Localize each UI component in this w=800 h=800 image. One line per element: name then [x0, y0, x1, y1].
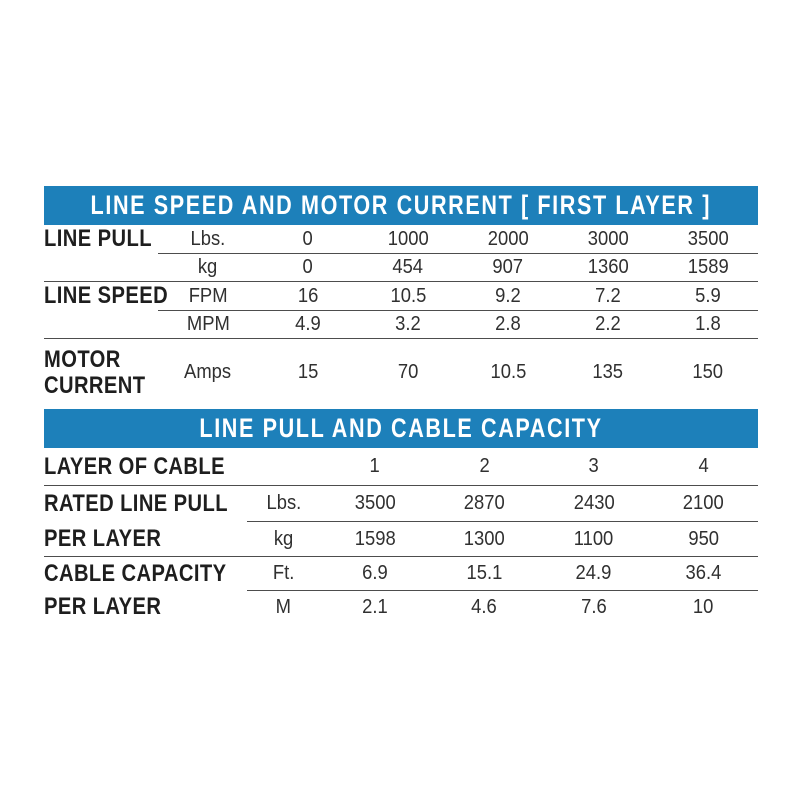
value-cell: 4.6: [430, 590, 540, 623]
row-label-per-layer: PER LAYER: [44, 592, 162, 620]
value-cell: 10: [649, 590, 759, 623]
value-cell: 70: [397, 361, 419, 383]
value-cell: 3500: [687, 227, 729, 250]
table1-group-line-pull: [44, 225, 758, 281]
row-label-cable-capacity: CABLE CAPACITY: [44, 559, 227, 587]
value-cell: 0: [258, 253, 358, 281]
table1-group-motor-current: [44, 339, 758, 406]
value-cell: 454: [358, 253, 458, 281]
value-cell: 1589: [658, 253, 758, 281]
value-cell: 36.4: [685, 562, 722, 584]
value-cell: 1.8: [658, 310, 758, 338]
value-cell: 135: [592, 361, 624, 383]
value-cell: 3: [588, 455, 599, 477]
value-cell: 150: [692, 361, 724, 383]
value-cell: 2870: [463, 492, 505, 514]
row-label-line-speed: LINE SPEED: [44, 282, 169, 310]
value-cell: 2430: [573, 492, 615, 514]
value-cell: 15.1: [466, 562, 503, 584]
table1-title: LINE SPEED AND MOTOR CURRENT [ FIRST LAYER ]: [90, 190, 712, 220]
value-cell: 7.6: [539, 590, 649, 623]
value-cell: 2.8: [458, 310, 558, 338]
table2-header-bar: [44, 409, 758, 448]
value-cell: 3.2: [358, 310, 458, 338]
unit-cell: FPM: [188, 284, 228, 307]
value-cell: 1000: [387, 227, 429, 250]
value-cell: 1300: [430, 521, 540, 556]
unit-cell: kg: [247, 521, 320, 556]
value-cell: 16: [297, 284, 319, 307]
unit-cell: [247, 448, 320, 485]
value-cell: 4: [698, 455, 709, 477]
unit-cell: Amps: [184, 361, 232, 383]
unit-cell: kg: [158, 253, 258, 281]
row-label-line-pull: LINE PULL: [44, 225, 152, 253]
table2-title: LINE PULL AND CABLE CAPACITY: [199, 413, 603, 443]
value-cell: 10.5: [490, 361, 526, 383]
table1-header-bar: [44, 186, 758, 225]
value-cell: 6.9: [361, 562, 388, 584]
value-cell: 1: [369, 455, 380, 477]
value-cell: 0: [302, 227, 314, 250]
unit-cell: Lbs.: [266, 492, 301, 514]
table1-group-line-speed: [44, 282, 758, 338]
value-cell: 3000: [587, 227, 629, 250]
unit-cell: Lbs.: [190, 227, 226, 250]
label-spacer: [44, 310, 158, 338]
value-cell: 7.2: [595, 284, 621, 307]
value-cell: 3500: [354, 492, 396, 514]
table2-group-cable-capacity: [44, 557, 758, 623]
value-cell: 24.9: [575, 562, 612, 584]
unit-cell: M: [247, 590, 320, 623]
row-label-per-layer: PER LAYER: [44, 524, 162, 552]
value-cell: 950: [649, 521, 759, 556]
value-cell: 1100: [539, 521, 649, 556]
value-cell: 2.1: [320, 590, 430, 623]
value-cell: 1598: [320, 521, 430, 556]
value-cell: 1360: [558, 253, 658, 281]
value-cell: 2000: [487, 227, 529, 250]
value-cell: 907: [458, 253, 558, 281]
value-cell: 4.9: [258, 310, 358, 338]
value-cell: 15: [297, 361, 319, 383]
spec-tables: [44, 186, 758, 623]
label-spacer: [44, 253, 158, 281]
value-cell: 2.2: [558, 310, 658, 338]
table2-group-rated-line-pull: [44, 486, 758, 556]
row-label-motor-current: MOTOR CURRENT: [44, 346, 146, 399]
value-cell: 2: [479, 455, 490, 477]
value-cell: 9.2: [495, 284, 521, 307]
row-label-layer-of-cable: LAYER OF CABLE: [44, 452, 225, 480]
value-cell: 10.5: [390, 284, 426, 307]
row-label-rated-line-pull: RATED LINE PULL: [44, 489, 228, 517]
table2-group-layer-of-cable: [44, 448, 758, 485]
unit-cell: MPM: [158, 310, 258, 338]
value-cell: 2100: [682, 492, 724, 514]
value-cell: 5.9: [695, 284, 721, 307]
unit-cell: Ft.: [272, 562, 295, 584]
